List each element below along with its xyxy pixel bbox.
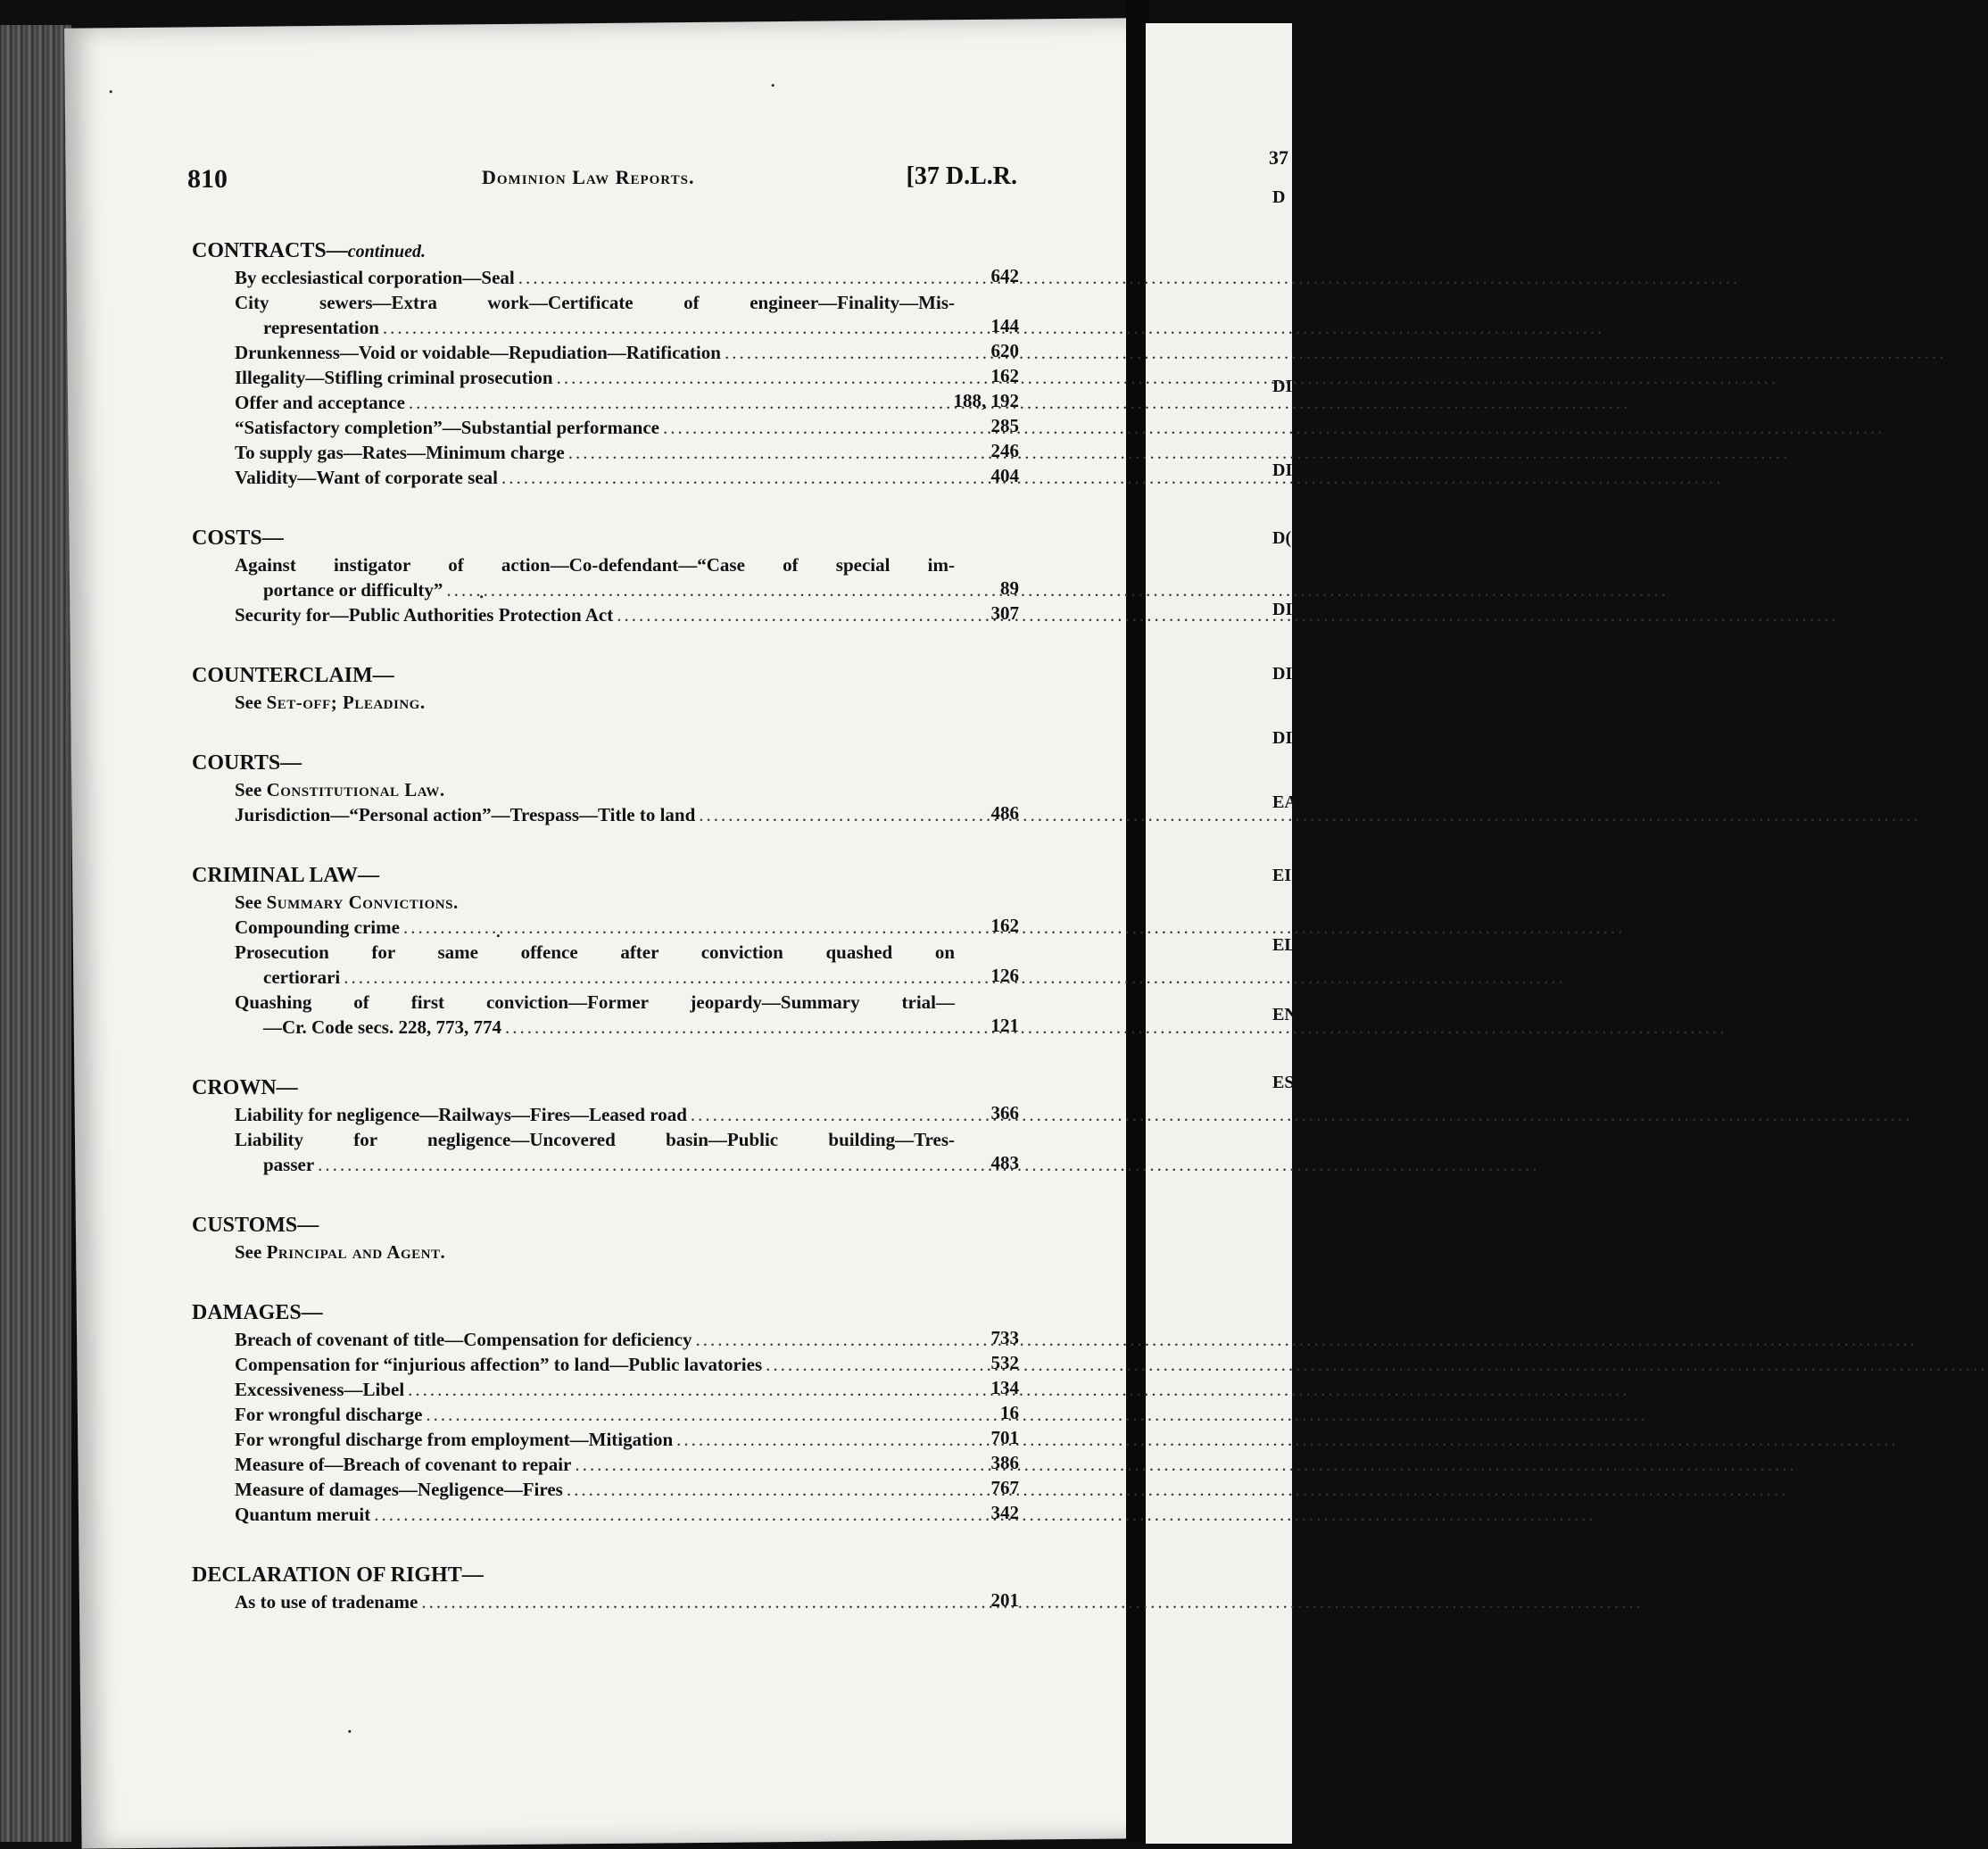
page-reference: 642	[990, 265, 1019, 286]
heading-text: CONTRACTS—	[192, 239, 348, 262]
heading-text: DAMAGES—	[192, 1301, 323, 1324]
section-heading	[192, 661, 1026, 690]
index-entry	[192, 552, 1026, 602]
dust-speck	[772, 84, 774, 87]
page-reference: 121	[990, 1015, 1019, 1036]
entry-first-line: Quashing of first conviction—Former jeopardy—Summary trial—	[235, 991, 955, 1013]
dust-speck	[348, 1730, 351, 1733]
dot-leader	[505, 1015, 1727, 1040]
dot-leader	[426, 1402, 1648, 1427]
dot-leader	[617, 602, 1839, 627]
entry-text: Drunkenness—Void or voidable—Repudiation—Ratification	[235, 342, 721, 363]
see-label: See	[235, 1241, 267, 1263]
section-heading	[192, 1211, 1026, 1240]
page-reference: 701	[990, 1427, 1019, 1448]
page-reference: 366	[990, 1102, 1019, 1123]
dot-leader	[557, 365, 1779, 390]
page-reference: 126	[990, 965, 1019, 986]
heading-text: CUSTOMS—	[192, 1214, 319, 1237]
dot-leader	[318, 1152, 1540, 1177]
index-entry	[192, 290, 1026, 340]
section-heading	[192, 1074, 1026, 1102]
heading-text: DECLARATION OF RIGHT—	[192, 1563, 484, 1587]
entry-text: For wrongful discharge from employment—Mitigation	[235, 1429, 674, 1450]
facing-page-fragment: EN	[1272, 1005, 1297, 1024]
facing-page-fragment: EI	[1272, 866, 1292, 885]
page-header	[187, 159, 1017, 195]
section-heading	[192, 524, 1026, 552]
heading-text: CRIMINAL LAW—	[192, 864, 380, 887]
index-entry	[192, 1589, 1026, 1614]
dust-speck	[110, 90, 112, 93]
page-reference: 733	[990, 1327, 1019, 1348]
cross-reference	[192, 777, 1026, 802]
entry-first-line: Prosecution for same offence after conviction quashed on	[235, 941, 955, 963]
see-label: See	[235, 692, 267, 713]
facing-page-fragment: DI	[1272, 664, 1293, 684]
entry-text: Breach of covenant of title—Compensation for deficiency	[235, 1329, 692, 1350]
index-entry	[192, 1502, 1026, 1527]
entry-text: By ecclesiastical corporation—Seal	[235, 267, 515, 288]
entry-text: “Satisfactory completion”—Substantial performance	[235, 417, 659, 438]
entry-text: representation	[263, 317, 379, 338]
entry-text: As to use of tradename	[235, 1591, 418, 1613]
cross-reference	[192, 1240, 1026, 1264]
facing-page-fragment: DI	[1272, 377, 1293, 396]
page-reference: 89	[1000, 577, 1019, 599]
section-heading	[192, 861, 1026, 890]
page-reference: 162	[990, 915, 1019, 936]
index-section	[192, 861, 1026, 1040]
page-reference: 246	[990, 440, 1019, 461]
entry-text: Excessiveness—Libel	[235, 1379, 405, 1400]
publication-title: Dominion Law Reports.	[482, 166, 695, 188]
index-section	[192, 1074, 1026, 1177]
index-entry	[192, 365, 1026, 390]
index-section	[192, 749, 1026, 827]
page-reference: 285	[990, 415, 1019, 436]
index-entry	[192, 802, 1026, 827]
dot-leader	[663, 415, 1885, 440]
entry-text: For wrongful discharge	[235, 1404, 423, 1425]
entry-text: passer	[263, 1154, 315, 1175]
heading-text: COURTS—	[192, 751, 302, 775]
page-reference: 532	[990, 1352, 1019, 1373]
index-entry	[192, 1102, 1026, 1127]
reference-target: Principal and Agent.	[266, 1241, 446, 1263]
page-reference: 483	[990, 1152, 1019, 1173]
index-entry	[192, 440, 1026, 465]
section-heading	[192, 1561, 1026, 1589]
index-entry	[192, 390, 1026, 415]
page-reference: 134	[990, 1377, 1019, 1398]
index-entry	[192, 1402, 1026, 1427]
page-reference: 16	[1000, 1402, 1019, 1423]
index-section	[192, 524, 1026, 627]
cross-reference	[192, 690, 1026, 715]
entry-text: Compounding crime	[235, 916, 400, 938]
dot-leader	[695, 1327, 1918, 1352]
dot-leader	[575, 1452, 1797, 1477]
facing-page-fragment: ES	[1272, 1073, 1295, 1092]
reference-target: Summary Convictions.	[266, 891, 459, 913]
entry-text: Offer and acceptance	[235, 392, 405, 413]
index-entry	[192, 990, 1026, 1040]
entry-text: certiorari	[263, 966, 341, 988]
dot-leader	[567, 1477, 1789, 1502]
index-entry	[192, 1452, 1026, 1477]
index-entry	[192, 940, 1026, 990]
page-reference: 404	[990, 465, 1019, 486]
see-label: See	[235, 779, 267, 800]
entry-text: Validity—Want of corporate seal	[235, 467, 498, 488]
index-entry	[192, 915, 1026, 940]
entry-text: Measure of damages—Negligence—Fires	[235, 1479, 563, 1500]
dot-leader	[766, 1352, 1988, 1377]
entry-text: Liability for negligence—Railways—Fires—Leased road	[235, 1104, 687, 1125]
index-entry	[192, 1352, 1026, 1377]
heading-text: COSTS—	[192, 527, 284, 550]
index-entry	[192, 602, 1026, 627]
index-section	[192, 1298, 1026, 1527]
book-spine	[0, 25, 71, 1842]
entry-text: Illegality—Stifling criminal prosecution	[235, 367, 553, 388]
dot-leader	[446, 577, 1669, 602]
facing-page-fragment: D(	[1272, 528, 1292, 548]
index-entries	[192, 236, 1026, 1648]
cross-reference	[192, 890, 1026, 915]
dot-leader	[518, 265, 1741, 290]
dot-leader	[725, 340, 1947, 365]
index-section	[192, 1211, 1026, 1264]
index-entry	[192, 265, 1026, 290]
index-section	[192, 661, 1026, 715]
index-entry	[192, 1427, 1026, 1452]
see-label: See	[235, 891, 267, 913]
dot-leader	[409, 390, 1631, 415]
page-reference: 162	[990, 365, 1019, 386]
dot-leader	[568, 440, 1791, 465]
section-heading	[192, 749, 1026, 777]
facing-running-head: 37	[1269, 146, 1288, 169]
index-entry	[192, 1477, 1026, 1502]
facing-page-fragment: EL	[1272, 935, 1296, 955]
facing-page-fragment: DI	[1272, 600, 1293, 619]
index-entry	[192, 1127, 1026, 1177]
page-reference: 307	[990, 602, 1019, 624]
facing-page-fragment: EA	[1272, 792, 1297, 812]
reference-target: Constitutional Law.	[266, 779, 445, 800]
entry-text: Jurisdiction—“Personal action”—Trespass—Title to land	[235, 804, 696, 825]
index-section	[192, 1561, 1026, 1614]
running-head: [37 D.L.R.	[906, 162, 1017, 190]
page-reference: 188, 192	[953, 390, 1019, 411]
entry-first-line: Liability for negligence—Uncovered basin—Public building—Tres-	[235, 1129, 955, 1150]
entry-text: Security for—Public Authorities Protection Act	[235, 604, 614, 626]
dot-leader	[676, 1427, 1899, 1452]
index-entry	[192, 1327, 1026, 1352]
entry-first-line: City sewers—Extra work—Certificate of engineer—Finality—Mis-	[235, 292, 955, 313]
page-number: 810	[187, 164, 228, 194]
dot-leader	[421, 1589, 1644, 1614]
entry-first-line: Against instigator of action—Co-defendant—“Case of special im-	[235, 554, 955, 576]
index-entry	[192, 1377, 1026, 1402]
facing-page-fragment: DI	[1272, 460, 1293, 480]
dot-leader	[374, 1502, 1596, 1527]
page-reference: 767	[990, 1477, 1019, 1498]
page-reference: 386	[990, 1452, 1019, 1473]
entry-text: Quantum meruit	[235, 1504, 371, 1525]
page-reference: 620	[990, 340, 1019, 361]
dot-leader	[699, 802, 1921, 827]
facing-page-fragment: DI	[1272, 728, 1293, 748]
section-heading	[192, 1298, 1026, 1327]
facing-page-fragment: D	[1272, 187, 1286, 207]
reference-target: Set-off; Pleading.	[266, 692, 426, 713]
heading-text: CROWN—	[192, 1076, 298, 1099]
page-reference: 144	[990, 315, 1019, 336]
entry-text: Compensation for “injurious affection” to land—Public lavatories	[235, 1354, 763, 1375]
heading-continued: continued.	[347, 242, 426, 261]
entry-text: —Cr. Code secs. 228, 773, 774	[263, 1016, 501, 1038]
index-entry	[192, 340, 1026, 365]
entry-text: portance or difficulty”	[263, 579, 443, 601]
entry-text: To supply gas—Rates—Minimum charge	[235, 442, 565, 463]
dot-leader	[691, 1102, 1913, 1127]
page-reference: 486	[990, 802, 1019, 824]
index-section	[192, 236, 1026, 490]
index-entry	[192, 415, 1026, 440]
dot-leader	[344, 965, 1566, 990]
page-reference: 342	[990, 1502, 1019, 1523]
dot-leader	[501, 465, 1724, 490]
page-reference: 201	[990, 1589, 1019, 1611]
heading-text: COUNTERCLAIM—	[192, 664, 394, 687]
section-heading	[192, 236, 1026, 265]
index-entry	[192, 465, 1026, 490]
entry-text: Measure of—Breach of covenant to repair	[235, 1454, 572, 1475]
